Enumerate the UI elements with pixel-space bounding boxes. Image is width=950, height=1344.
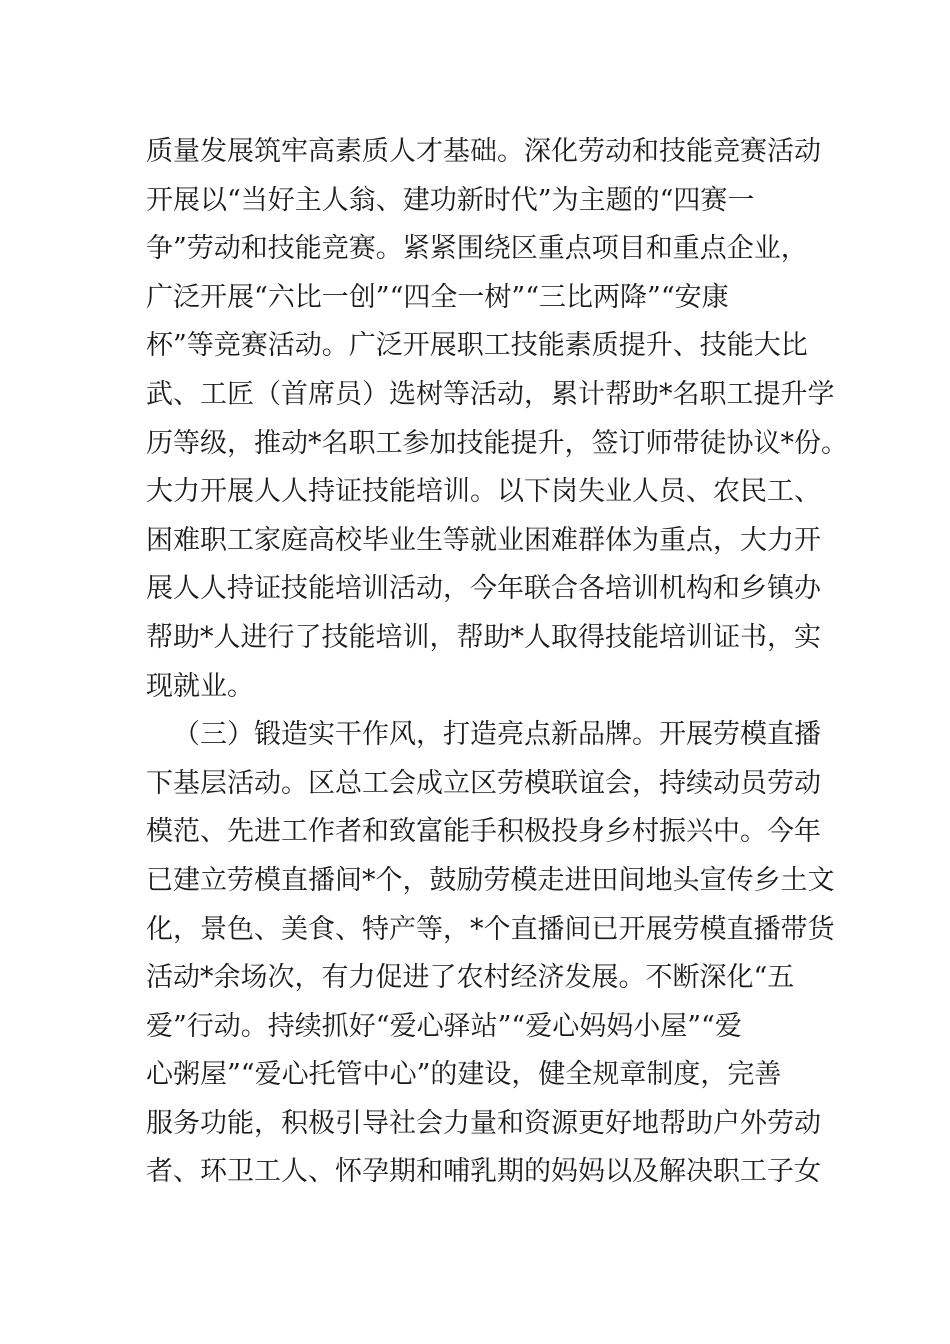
line-text: 者、环卫工人、怀孕期和哺乳期的妈妈以及解决职工子女 bbox=[146, 1156, 821, 1188]
line-text: 下基层活动。区总工会成立区劳模联谊会，持续动员劳动 bbox=[146, 767, 821, 799]
text-line bbox=[146, 663, 846, 712]
text-line bbox=[146, 565, 846, 614]
text-line bbox=[146, 322, 846, 371]
line-text: 心粥屋”“爱心托管中心”的建设，健全规章制度，完善 bbox=[146, 1059, 782, 1091]
text-line bbox=[146, 857, 846, 906]
text-line bbox=[146, 1051, 846, 1100]
body-text bbox=[146, 128, 846, 1197]
line-text: 大力开展人人持证技能培训。以下岗失业人员、农民工、 bbox=[146, 476, 821, 508]
text-line bbox=[146, 420, 846, 469]
text-line bbox=[146, 1148, 846, 1197]
paragraph-start-line bbox=[146, 711, 846, 760]
line-text: 服务功能，积极引导社会力量和资源更好地帮助户外劳动 bbox=[146, 1107, 821, 1139]
line-text: 武、工匠（首席员）选树等活动，累计帮助*名职工提升学 bbox=[146, 378, 835, 410]
line-text: 争”劳动和技能竞赛。紧紧围绕区重点项目和重点企业， bbox=[146, 233, 808, 265]
line-text: 帮助*人进行了技能培训，帮助*人取得技能培训证书，实 bbox=[146, 621, 821, 653]
line-text: 已建立劳模直播间*个，鼓励劳模走进田间地头宣传乡土文 bbox=[146, 864, 835, 896]
line-text: 化，景色、美食、特产等，*个直播间已开展劳模直播带货 bbox=[146, 913, 835, 945]
line-text: （三）锻造实干作风，打造亮点新品牌。开展劳模直播 bbox=[173, 719, 821, 751]
line-text: 杯”等竞赛活动。广泛开展职工技能素质提升、技能大比 bbox=[146, 330, 808, 362]
text-line bbox=[146, 1100, 846, 1149]
text-line bbox=[146, 808, 846, 857]
line-text: 历等级，推动*名职工参加技能提升，签订师带徒协议*份。 bbox=[146, 427, 848, 459]
text-line bbox=[146, 177, 846, 226]
text-line bbox=[146, 371, 846, 420]
line-text: 模范、先进工作者和致富能手积极投身乡村振兴中。今年 bbox=[146, 816, 821, 848]
text-line bbox=[146, 614, 846, 663]
line-text: 广泛开展“六比一创”“四全一树”“三比两降”“安康 bbox=[146, 281, 729, 313]
line-text: 开展以“当好主人翁、建功新时代”为主题的“四赛一 bbox=[146, 184, 755, 216]
line-text: 困难职工家庭高校毕业生等就业困难群体为重点，大力开 bbox=[146, 524, 821, 556]
text-line bbox=[146, 760, 846, 809]
text-line bbox=[146, 468, 846, 517]
text-line bbox=[146, 1003, 846, 1052]
text-line bbox=[146, 128, 846, 177]
text-line bbox=[146, 954, 846, 1003]
line-text: 爱”行动。持续抓好“爱心驿站”“爱心妈妈小屋”“爱 bbox=[146, 1010, 742, 1042]
line-text: 现就业。 bbox=[146, 670, 254, 702]
line-text: 质量发展筑牢高素质人才基础。深化劳动和技能竞赛活动 bbox=[146, 136, 821, 167]
line-text: 活动*余场次，有力促进了农村经济发展。不断深化“五 bbox=[146, 962, 795, 994]
line-text: 展人人持证技能培训活动，今年联合各培训机构和乡镇办 bbox=[146, 573, 821, 605]
text-line bbox=[146, 517, 846, 566]
text-line bbox=[146, 906, 846, 955]
text-line bbox=[146, 225, 846, 274]
text-line bbox=[146, 274, 846, 323]
